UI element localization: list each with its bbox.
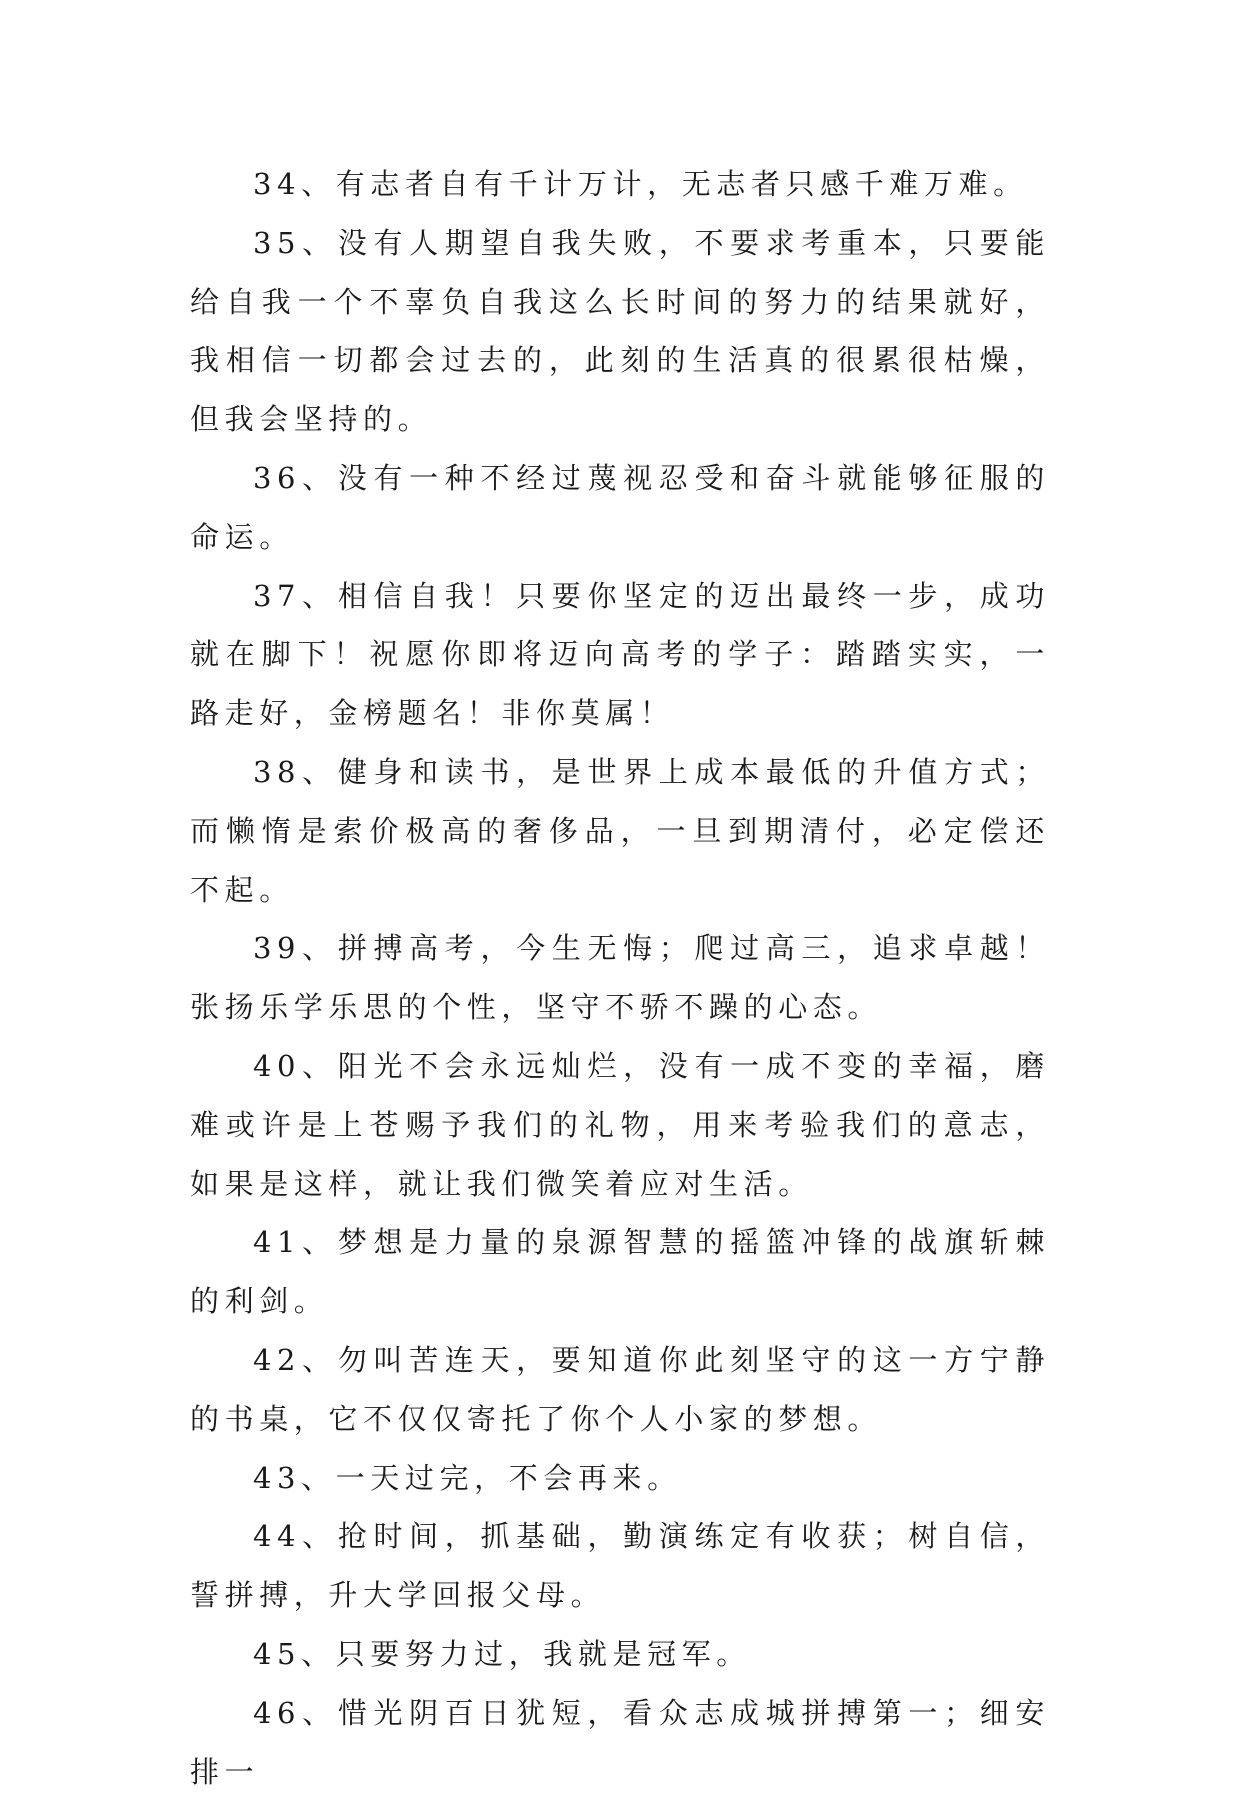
- paragraph-42: 42、勿叫苦连天，要知道你此刻坚守的这一方宁静的书桌，它不仅仅寄托了你个人小家的梦想。: [190, 1342, 1050, 1436]
- paragraph-34: 34、有志者自有千计万计，无志者只感千难万难。: [253, 167, 1028, 201]
- paragraph-45: 45、只要努力过，我就是冠军。: [253, 1636, 751, 1671]
- paragraph-36: 36、没有一种不经过蔑视忍受和奋斗就能够征服的命运。: [190, 460, 1050, 554]
- paragraph-37: 37、相信自我！只要你坚定的迈出最终一步，成功就在脚下！祝愿你即将迈向高考的学子：踏踏实实，一路走好，金榜题名！非你莫属！: [190, 578, 1050, 731]
- document-body: [190, 155, 1050, 1801]
- paragraph-41: 41、梦想是力量的泉源智慧的摇篮冲锋的战旗斩棘的利剑。: [190, 1225, 1050, 1319]
- paragraph-43: 43、一天过完，不会再来。: [253, 1460, 682, 1495]
- paragraph-44: 44、抢时间，抓基础，勤演练定有收获；树自信，誓拼搏，升大学回报父母。: [190, 1519, 1050, 1613]
- paragraph-38: 38、健身和读书，是世界上成本最低的升值方式；而懒惰是索价极高的奢侈品，一旦到期清付，必定偿还不起。: [190, 754, 1050, 907]
- paragraph-35: 35、没有人期望自我失败，不要求考重本，只要能给自我一个不辜负自我这么长时间的努力的结果就好，我相信一切都会过去的，此刻的生活真的很累很枯燥，但我会坚持的。: [190, 225, 1050, 437]
- paragraph-46: 46、惜光阴百日犹短，看众志成城拼搏第一；细安排一: [190, 1695, 1050, 1789]
- paragraph-40: 40、阳光不会永远灿烂，没有一成不变的幸福，磨难或许是上苍赐予我们的礼物，用来考验我们的意志，如果是这样，就让我们微笑着应对生活。: [190, 1048, 1050, 1201]
- paragraph-39: 39、拼搏高考，今生无悔；爬过高三，追求卓越！张扬乐学乐思的个性，坚守不骄不躁的心态。: [190, 931, 1050, 1025]
